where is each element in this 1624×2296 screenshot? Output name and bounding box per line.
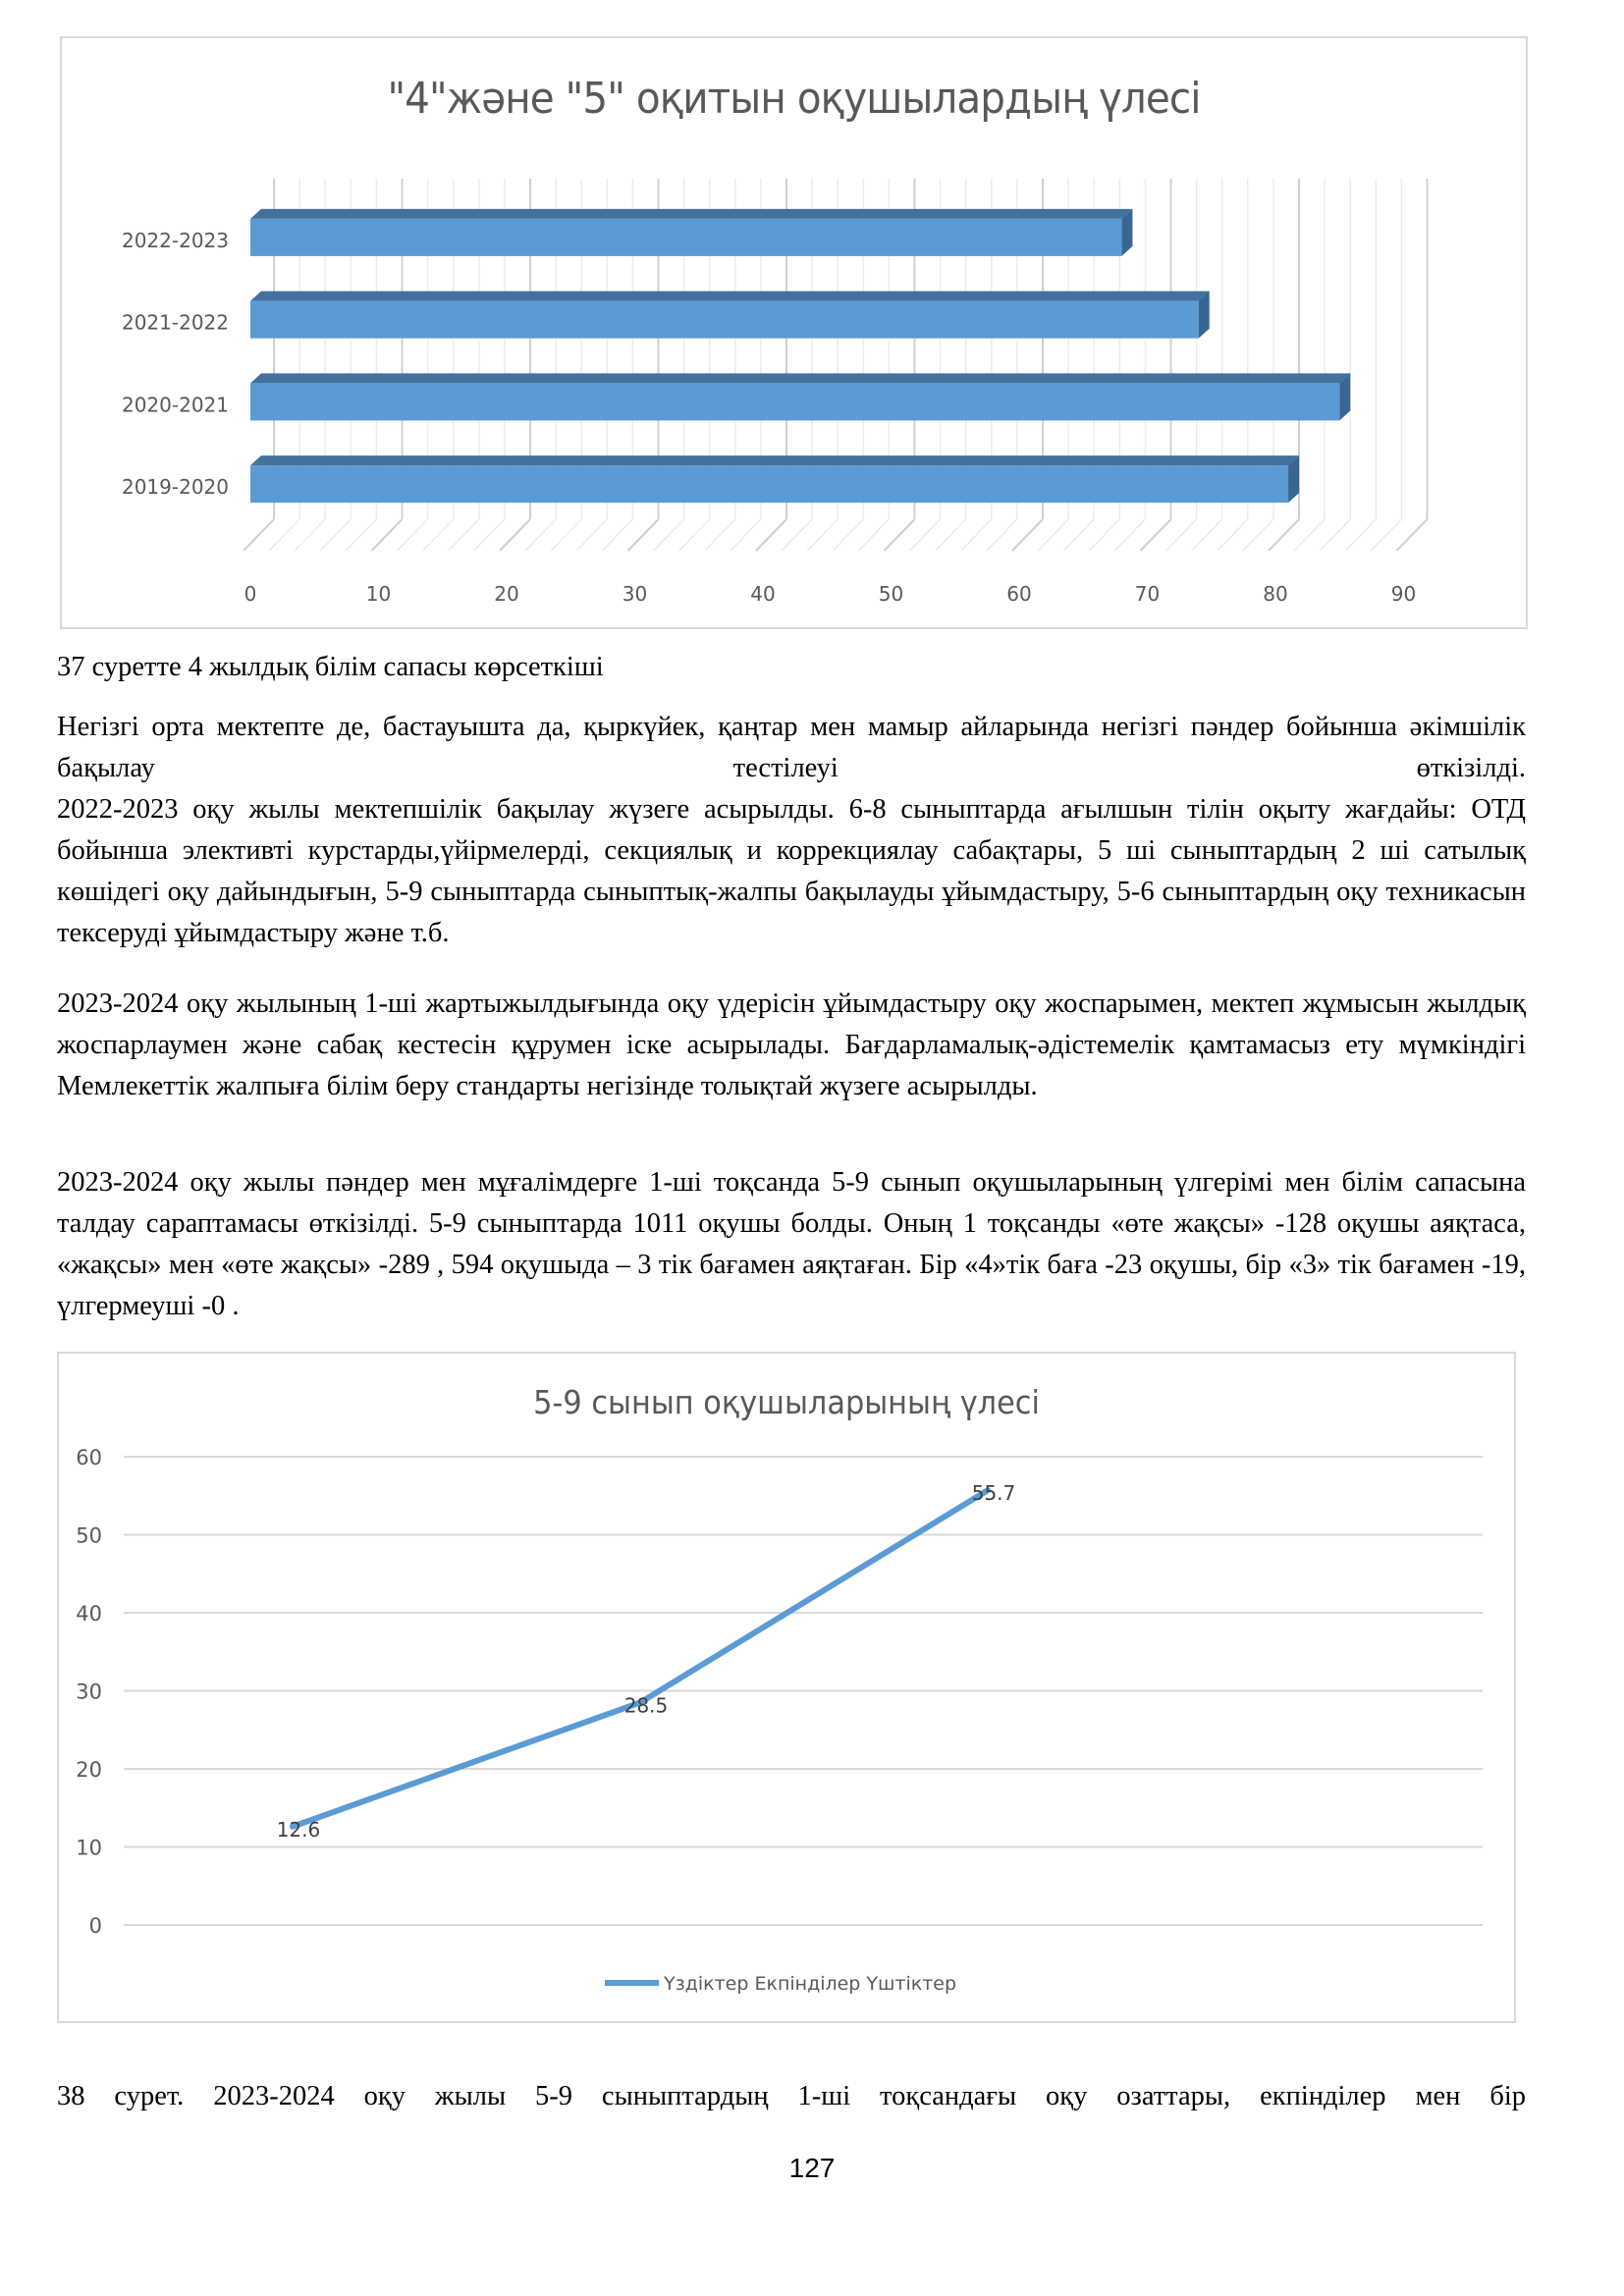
bar xyxy=(250,465,1288,503)
y-category-label: 2022-2023 xyxy=(121,228,229,252)
paragraph-admin-testing-line-1: Негізгі орта мектепте де, бастауышта да, қыркүйек, қаңтар мен мамыр айларында негізгі пәндер бойынша әкімшілік бақылау тестілеуі өткізілді. xyxy=(57,712,1526,783)
bar-chart-plot xyxy=(62,38,1526,627)
x-tick-label: 30 xyxy=(622,582,648,606)
floor-gridline xyxy=(346,519,376,551)
floor-gridline xyxy=(1166,519,1197,551)
bar-top-face xyxy=(250,209,1132,219)
floor-gridline xyxy=(1038,519,1068,551)
y-tick-label: 30 xyxy=(76,1680,102,1704)
x-tick-label: 50 xyxy=(878,582,904,606)
floor-gridline xyxy=(1320,519,1350,551)
bar xyxy=(250,301,1199,339)
floor-gridline xyxy=(807,519,838,551)
floor-gridline xyxy=(244,519,274,551)
bar-chart-title: "4"және "5" оқитын оқушылардың үлесі xyxy=(387,74,1201,124)
floor-gridline xyxy=(551,519,581,551)
paragraph-2023-2024-analysis: 2023-2024 оқу жылы пәндер мен мұғалімдерге 1-ші тоқсанда 5-9 сынып оқушыларының үлгерімі мен білім сапасына талдау сараптамасы өткізілді. 5-9 сыныптарда 1011 оқушы болды. Оның 1 тоқсанды «өте жақсы» -128 оқушы аяқтаса, «жақсы» мен «өте жақсы» -289 , 594 оқушыда – 3 тік бағамен аяқтаған. Бір «4»тік баға -23 оқушы, бір «3» тік бағамен -19, үлгермеуші -0 . xyxy=(57,1167,1526,1321)
bar xyxy=(250,383,1339,420)
x-tick-label: 60 xyxy=(1006,582,1032,606)
floor-gridline xyxy=(1218,519,1248,551)
floor-gridline xyxy=(1114,519,1145,551)
y-tick-label: 40 xyxy=(76,1602,102,1626)
floor-gridline xyxy=(782,519,812,551)
x-tick-label: 80 xyxy=(1263,582,1288,606)
floor-gridline xyxy=(833,519,863,551)
floor-gridline xyxy=(858,519,889,551)
floor-gridline xyxy=(500,519,530,551)
paragraph-2023-2024-organization: 2023-2024 оқу жылының 1-ші жартыжылдығында оқу үдерісін ұйымдастыру оқу жоспарымен, мектеп жұмысын жылдық жоспарлаумен және сабақ кестесін құрумен іске асырылады. Бағдарламалық-әдістемелік қамтамасыз ету мүмкіндігі Мемлекеттік жалпыға білім беру стандарты негізінде толықтай жүзеге асырылды. xyxy=(57,988,1526,1101)
floor-gridline xyxy=(731,519,761,551)
x-tick-label: 70 xyxy=(1134,582,1161,606)
figure-37-caption: 37 суретте 4 жылдық білім сапасы көрсеткіші xyxy=(57,652,604,682)
x-tick-label: 0 xyxy=(244,582,257,606)
data-label: 55.7 xyxy=(971,1481,1016,1506)
floor-gridline xyxy=(1371,519,1401,551)
floor-gridline xyxy=(602,519,632,551)
floor-gridline xyxy=(1141,519,1171,551)
floor-gridline xyxy=(679,519,710,551)
floor-gridline xyxy=(295,519,325,551)
floor-gridline xyxy=(756,519,786,551)
floor-gridline xyxy=(1269,519,1299,551)
y-category-label: 2019-2020 xyxy=(121,475,229,500)
line-chart-plot xyxy=(59,1354,1514,2021)
line-chart-title: 5-9 сынып оқушыларының үлесі xyxy=(533,1383,1040,1421)
x-tick-label: 90 xyxy=(1390,582,1417,606)
floor-gridline xyxy=(910,519,941,551)
floor-gridline xyxy=(269,519,299,551)
y-tick-label: 0 xyxy=(88,1914,102,1938)
floor-gridline xyxy=(449,519,479,551)
floor-gridline xyxy=(474,519,505,551)
floor-gridline xyxy=(885,519,915,551)
y-tick-label: 50 xyxy=(76,1523,102,1548)
floor-gridline xyxy=(525,519,556,551)
line-chart-grades xyxy=(57,1352,1516,2023)
floor-gridline xyxy=(628,519,659,551)
paragraph-admin-testing-line-2: 2022-2023 оқу жылы мектепшілік бақылау жүзеге асырылды. 6-8 сыныптарда ағылшын тілін оқыту жағдайы: ОТД бойынша элективті курстарды,үйірмелерді, секциялық и коррекциялау сабақтары, 5 ші сыныптардың 2 ші сатылық көшідегі оқу дайындығын, 5-9 сыныптарда сыныптық-жалпы бақылауды ұйымдастыру, 5-6 сыныптардың оқу техникасын тексеруді ұйымдастыру және т.б. xyxy=(57,794,1526,948)
floor-gridline xyxy=(1192,519,1222,551)
floor-gridline xyxy=(1089,519,1119,551)
floor-gridline xyxy=(654,519,684,551)
x-tick-label: 40 xyxy=(750,582,776,606)
y-tick-label: 60 xyxy=(76,1446,102,1469)
floor-gridline xyxy=(1397,519,1428,551)
floor-gridline xyxy=(1063,519,1094,551)
floor-gridline xyxy=(987,519,1017,551)
data-label: 12.6 xyxy=(276,1817,321,1842)
floor-gridline xyxy=(961,519,992,551)
figure-38-caption: 38 сурет. 2023-2024 оқу жылы 5-9 сыныптардың 1-ші тоқсандағы оқу озаттары, екпінділер мен бір xyxy=(57,2081,1526,2111)
floor-gridline xyxy=(705,519,735,551)
floor-gridline xyxy=(320,519,351,551)
bar-top-face xyxy=(250,373,1350,383)
floor-gridline xyxy=(1243,519,1273,551)
series-line xyxy=(293,1490,988,1827)
x-tick-label: 20 xyxy=(494,582,519,606)
legend-label: Үздіктер Екпінділер Үштіктер xyxy=(664,1973,957,1995)
bar-top-face xyxy=(250,455,1299,465)
floor-gridline xyxy=(1345,519,1376,551)
paragraph-admin-testing xyxy=(57,707,1526,954)
bar-chart-quality xyxy=(60,36,1528,629)
page-number: 127 xyxy=(788,2153,836,2183)
floor-gridline xyxy=(372,519,403,551)
floor-gridline xyxy=(936,519,966,551)
floor-gridline xyxy=(1012,519,1043,551)
data-label: 28.5 xyxy=(623,1693,669,1718)
y-category-label: 2020-2021 xyxy=(121,393,229,417)
y-category-label: 2021-2022 xyxy=(121,310,229,335)
floor-gridline xyxy=(423,519,454,551)
floor-gridline xyxy=(398,519,428,551)
y-tick-label: 10 xyxy=(76,1836,102,1860)
y-tick-label: 20 xyxy=(76,1758,102,1782)
floor-gridline xyxy=(576,519,607,551)
bar xyxy=(250,219,1121,256)
floor-gridline xyxy=(1294,519,1325,551)
bar-top-face xyxy=(250,292,1210,301)
x-tick-label: 10 xyxy=(365,582,392,606)
